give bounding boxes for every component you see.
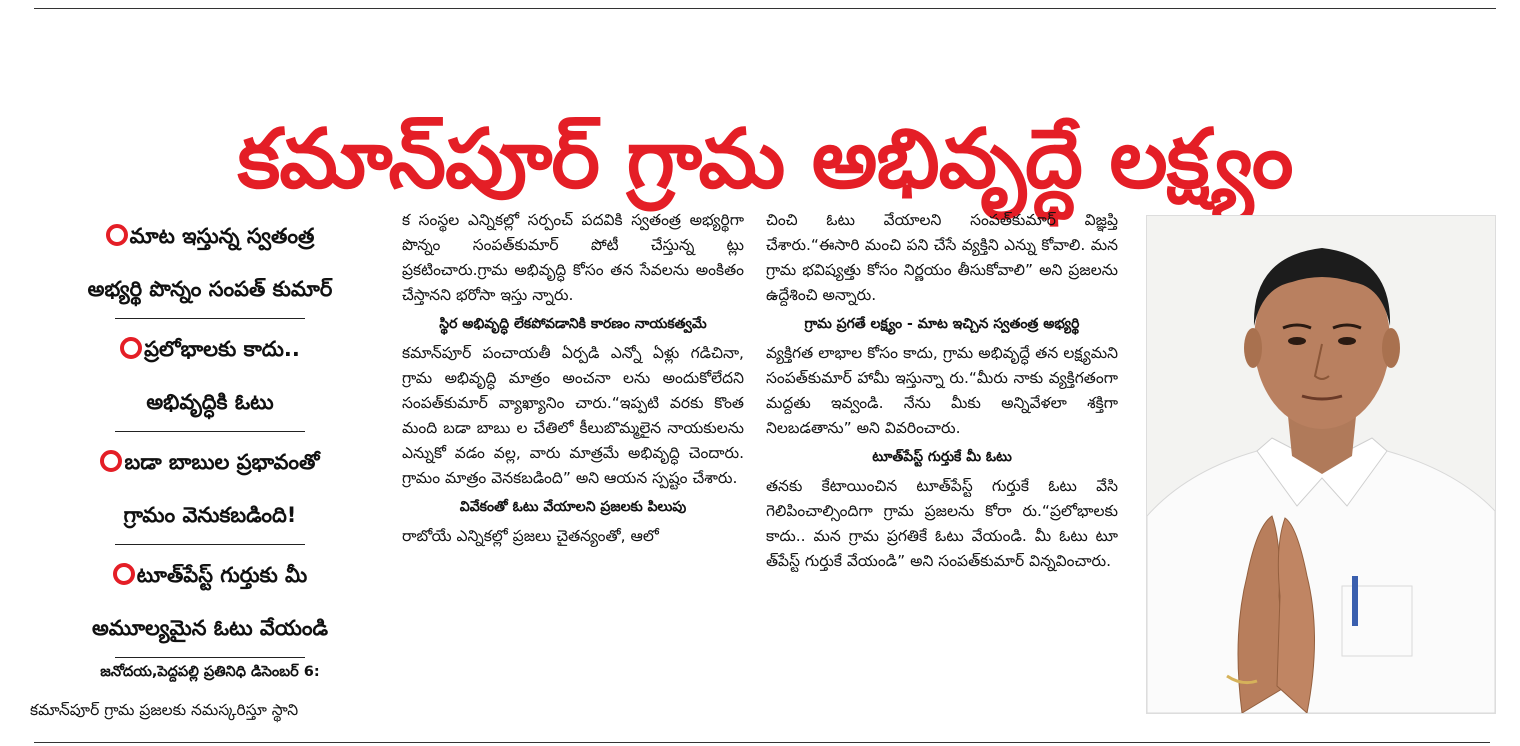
article-start-text: కమాన్‌పూర్ గ్రామ ప్రజలకు నమస్కరిస్తూ స్థాని [30, 701, 299, 719]
subheading: టూత్‌పేస్ట్ గుర్తుకే మీ ఓటు [872, 449, 1012, 465]
highlight-3-line-2: గ్రామం వెనుకబడింది! [123, 503, 297, 527]
top-rule [34, 8, 1496, 9]
paragraph: చించి ఓటు వేయాలని సంపత్‌కుమార్ విజ్ఞప్తి చేశారు.“ఈసారి మంచి పని చేసే వ్యక్తిని ఎన్ను కోవాలి. మన గ్రామ భవిష్యత్తు కోసం నిర్ణయం తీసుకోవాలి” అని ప్రజలను ఉద్దేశించి అన్నారు. [766, 211, 1118, 304]
paragraph: కమాన్‌పూర్ పంచాయతీ ఏర్పడి ఎన్నో ఏళ్లు గడిచినా, గ్రామ అభివృద్ధి మాత్రం అంచనా లను అందుకోలేదని సంపత్‌కుమార్ వ్యాఖ్యానిం చారు.“ఇప్పటి వరకు కొంత మంది బడా బాబు ల చేతిలో కీలుబొమ్మలైన నాయకులను ఎన్నుకో వడం వల్ల, వారు మాత్రమే అభివృద్ధి చెందారు. గ్రామం మాత్రం వెనకబడింది” అని ఆయన స్పష్టం చేశారు. [402, 344, 744, 487]
paragraph: క సంస్థల ఎన్నికల్లో సర్పంచ్ పదవికి స్వతంత్ర అభ్యర్థిగా పొన్నం సంపత్‌కుమార్ పోటీ చేస్తున్న ట్లు ప్రకటించారు.గ్రామ అభివృద్ధి కోసం తన సేవలను అంకితం చేస్తానని భరోసా ఇస్తు న్నారు. [402, 211, 744, 304]
highlight-1 [30, 210, 390, 319]
highlight-2-line-2: అభివృద్ధికి ఓటు [146, 390, 274, 414]
highlight-divider [115, 318, 305, 319]
dateline: జనోదయ,పెద్దపల్లి ప్రతినిధి డిసెంబర్ 6: [100, 664, 320, 680]
bullet-icon [106, 224, 128, 246]
article-column-3 [766, 208, 1118, 574]
candidate-photo [1146, 215, 1496, 714]
highlight-3 [30, 436, 390, 545]
highlight-4 [30, 549, 390, 658]
bullet-icon [120, 337, 142, 359]
highlight-2 [30, 323, 390, 432]
paragraph: వ్యక్తిగత లాభాల కోసం కాదు, గ్రామ అభివృద్ధే తన లక్ష్యమని సంపత్‌కుమార్ హామీ ఇస్తున్నా రు.“మీరు నాకు వ్యక్తిగతంగా మద్దతు ఇవ్వండి. నేను మీకు అన్నివేళలా శక్తిగా నిలబడతాను” అని వివరించారు. [766, 344, 1118, 437]
article-column-2 [402, 208, 744, 549]
bullet-icon [100, 450, 122, 472]
highlight-2-line-1: ప్రలోభాలకు కాదు.. [144, 337, 300, 361]
highlight-1-line-2: అభ్యర్థి పొన్నం సంపత్ కుమార్ [87, 277, 333, 301]
paragraph: తనకు కేటాయించిన టూత్‌పేస్ట్ గుర్తుకే ఓటు వేసి గెలిపించాల్సిందిగా గ్రామ ప్రజలను కోరా రు.“ప్రలోభాలకు కాదు.. మన గ్రామ ప్రగతికే ఓటు వేయండి. మీ ఓటు టూ త్‌పేస్ట్ గుర్తుకే వేయండి” అని సంపత్‌కుమార్ విన్నవించారు. [766, 477, 1118, 570]
subheading: వివేకంతో ఓటు వేయాలని ప్రజలకు పిలుపు [459, 499, 687, 515]
highlight-4-line-1: టూత్‌పేస్ట్ గుర్తుకు మీ [136, 563, 308, 587]
candidate-portrait-illustration [1147, 216, 1495, 713]
highlight-divider [115, 431, 305, 432]
bottom-rule [34, 742, 1490, 743]
subheading: గ్రామ ప్రగతే లక్ష్యం - మాట ఇచ్చిన స్వతంత్ర అభ్యర్థి [804, 316, 1080, 332]
highlight-4-line-2: అమూల్యమైన ఓటు వేయండి [91, 616, 329, 640]
bullet-icon [113, 563, 135, 585]
highlight-divider [115, 657, 305, 658]
highlight-1-line-1: మాట ఇస్తున్న స్వతంత్ర [129, 224, 315, 248]
highlight-divider [115, 544, 305, 545]
highlight-3-line-1: బడా బాబుల ప్రభావంతో [124, 450, 320, 474]
highlights-column [30, 210, 390, 723]
paragraph: రాబోయే ఎన్నికల్లో ప్రజలు చైతన్యంతో, ఆలో [402, 527, 659, 545]
headline: కమాన్‌పూర్ గ్రామ అభివృద్ధే లక్ష్యం [237, 111, 1293, 207]
subheading: స్థిర అభివృద్ధి లేకపోవడానికి కారణం నాయకత్వమే [439, 316, 707, 332]
